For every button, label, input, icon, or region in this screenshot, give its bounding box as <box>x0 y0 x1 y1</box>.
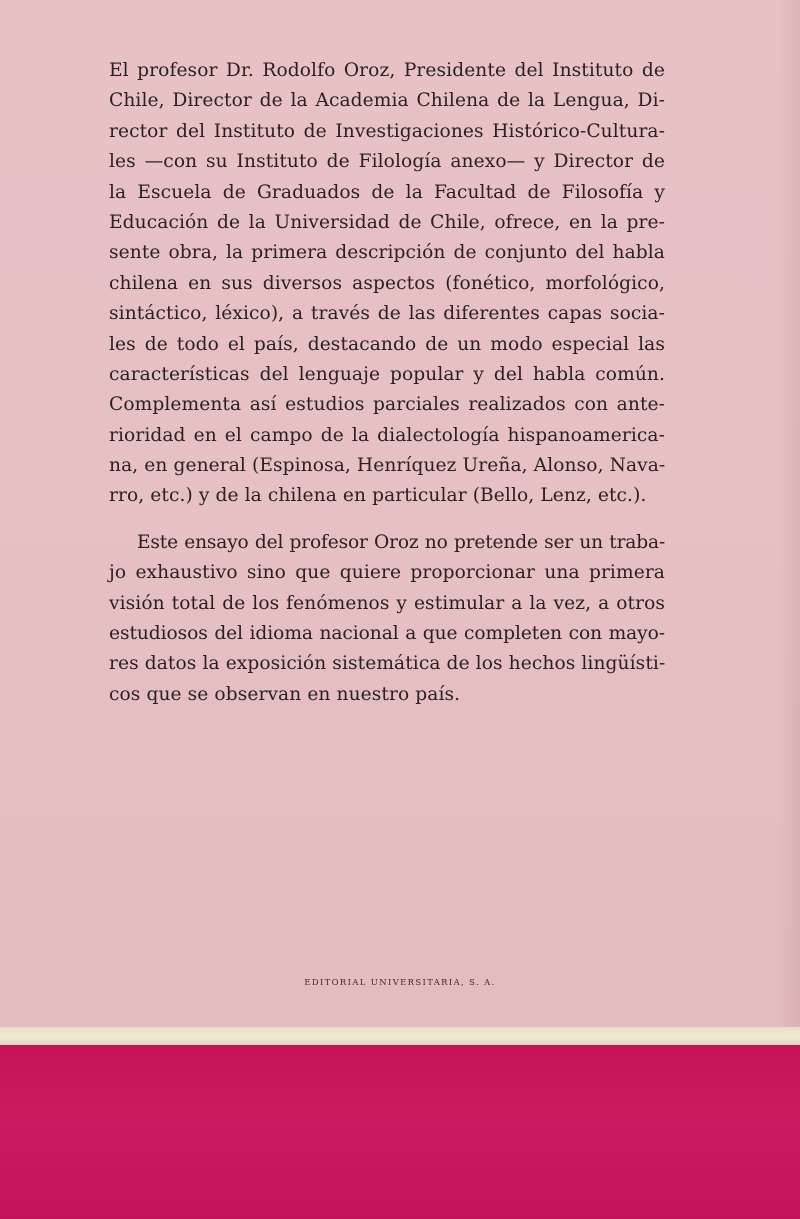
text-line: Educación de la Universidad de Chile, ofrece, en la pre- <box>109 211 665 233</box>
text-line: cos que se observan en nuestro país. <box>109 683 461 705</box>
text-line: estudiosos del idioma nacional a que completen con mayo- <box>109 623 665 645</box>
text-line: sente obra, la primera descripción de conjunto del habla <box>109 242 665 264</box>
text-line: características del lenguaje popular y del habla común. <box>109 363 665 385</box>
text-line: chilena en sus diversos aspectos (fonético, morfológico, <box>109 272 665 294</box>
magenta-cover-band <box>0 1045 800 1219</box>
text-line: El profesor Dr. Rodolfo Oroz, Presidente del Instituto de <box>109 60 665 81</box>
text-line: les —con su Instituto de Filología anexo— y Director de <box>109 151 665 173</box>
text-line: rro, etc.) y de la chilena en particular (Bello, Lenz, etc.). <box>109 485 647 507</box>
text-line: visión total de los fenómenos y estimular a la vez, a otros <box>109 592 665 614</box>
paragraph-2 <box>109 528 665 710</box>
text-line: Chile, Director de la Academia Chilena de la Lengua, Di- <box>109 90 665 112</box>
text-line: jo exhaustivo sino que quiere proporcionar una primera <box>109 562 665 584</box>
blurb-text <box>109 56 665 710</box>
paragraph-gap <box>109 512 665 528</box>
text-line: Complementa así estudios parciales realizados con ante- <box>109 394 665 416</box>
paragraph-1 <box>109 56 665 512</box>
publisher-imprint: EDITORIAL UNIVERSITARIA, S. A. <box>304 977 496 987</box>
text-line: sintáctico, léxico), a través de las diferentes capas socia- <box>109 303 665 325</box>
text-line: les de todo el país, destacando de un modo especial las <box>109 333 665 355</box>
text-line: na, en general (Espinosa, Henríquez Ureña, Alonso, Nava- <box>109 455 666 477</box>
spine-edge-strip <box>0 1027 800 1045</box>
text-line: la Escuela de Graduados de la Facultad de Filosofía y <box>109 181 665 203</box>
text-line: rector del Instituto de Investigaciones Histórico-Cultura- <box>109 120 665 142</box>
text-line: Este ensayo del profesor Oroz no pretende ser un traba- <box>137 531 665 553</box>
text-line: rioridad en el campo de la dialectología hispanoamerica- <box>109 424 665 446</box>
text-line: res datos la exposición sistemática de los hechos lingüísti- <box>109 653 666 675</box>
